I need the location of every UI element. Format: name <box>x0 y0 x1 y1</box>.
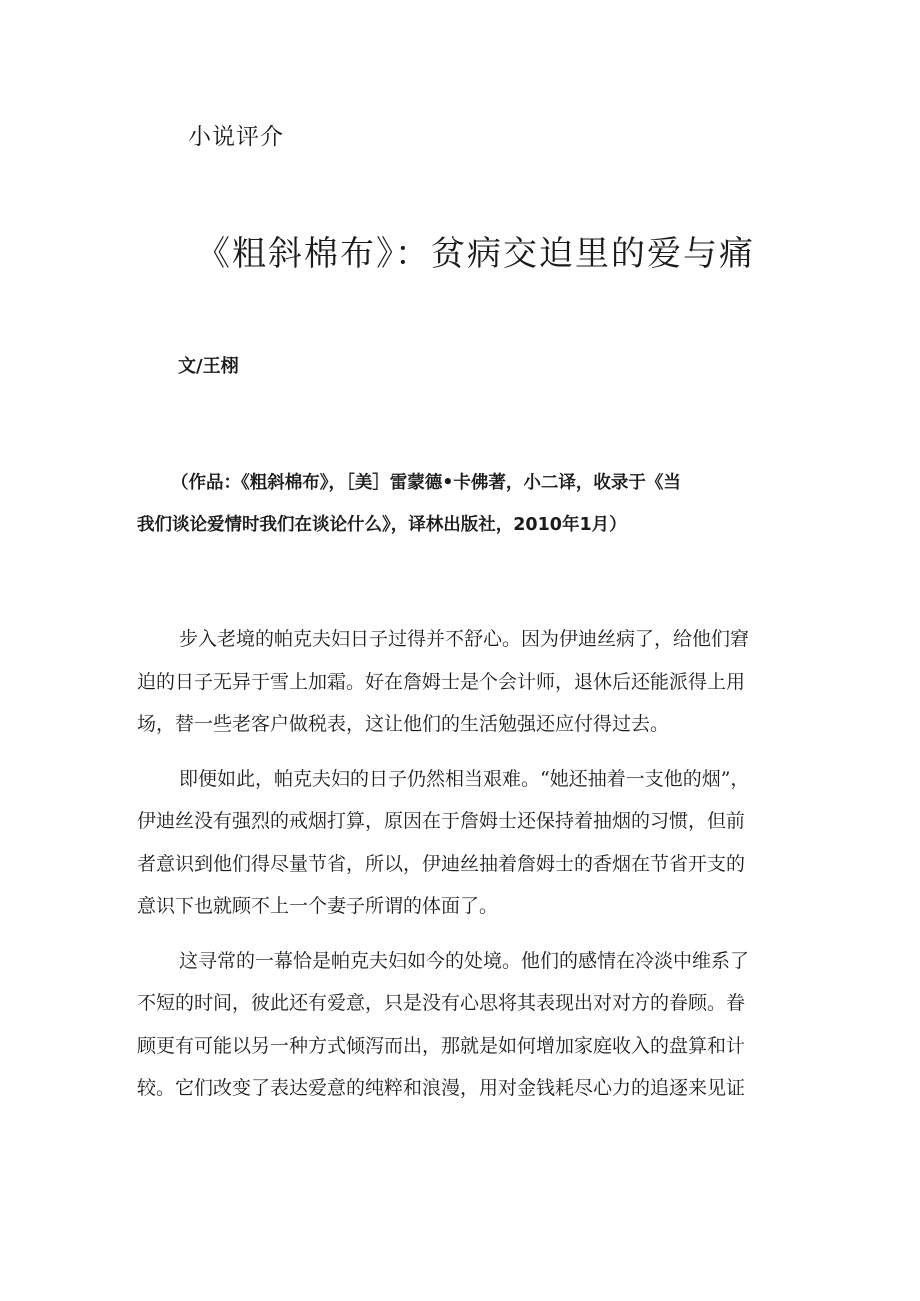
text-line: 意识下也就顾不上一个妻子所谓的体面了。 <box>137 895 499 917</box>
work-info-line: 我们谈论爱情时我们在谈论什么》，译林出版社，2010年1月） <box>137 515 627 535</box>
text-line: 场，替一些老客户做税表，这让他们的生活勉强还应付得过去。 <box>137 713 670 735</box>
text-line: 伊迪丝没有强烈的戒烟打算，原因在于詹姆士还保持着抽烟的习惯，但前 <box>137 810 746 832</box>
text-line: 顾更有可能以另一种方式倾泻而出，那就是如何增加家庭收入的盘算和计 <box>137 1034 746 1057</box>
section-label: 小说评介 <box>188 124 284 150</box>
work-info-note <box>137 462 797 546</box>
article-body <box>137 618 797 1122</box>
body-paragraph <box>137 758 797 928</box>
text-line: 较。它们改变了表达爱意的纯粹和浪漫，用对金钱耗尽心力的追逐来见证 <box>137 1077 746 1099</box>
text-line: 不短的时间，彼此还有爱意，只是没有心思将其表现出对对方的眷顾。眷 <box>137 992 746 1014</box>
work-info-line: （作品：《粗斜棉布》，［美］雷蒙德•卡佛著，小二译，收录于《当 <box>171 473 681 493</box>
text-line: 者意识到他们得尽量节省，所以，伊迪丝抽着詹姆士的香烟在节省开支的 <box>137 852 746 875</box>
text-line: 迫的日子无异于雪上加霜。好在詹姆士是个会计师，退休后还能派得上用 <box>137 670 746 693</box>
author-byline: 文/王栩 <box>178 356 239 377</box>
article-title: 《粗斜棉布》：贫病交迫里的爱与痛 <box>196 234 755 274</box>
text-line: 即便如此，帕克夫妇的日子仍然相当艰难。“她还抽着一支他的烟”， <box>179 767 750 790</box>
body-paragraph <box>137 618 797 746</box>
text-line: 这寻常的一幕恰是帕克夫妇如今的处境。他们的感情在冷淡中维系了 <box>179 949 750 972</box>
body-paragraph <box>137 940 797 1110</box>
text-line: 步入老境的帕克夫妇日子过得并不舒心。因为伊迪丝病了，给他们窘 <box>179 628 750 650</box>
